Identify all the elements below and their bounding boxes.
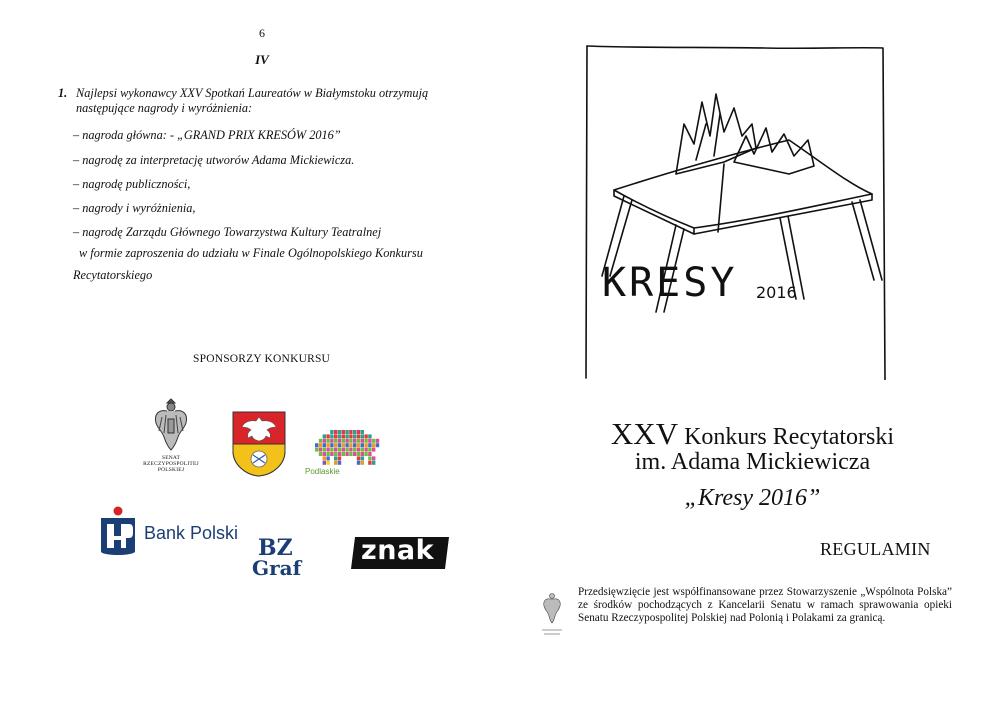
bzgraf-logo [250,534,318,578]
znak-logo [351,535,453,571]
bzgraf-text: BZ [258,535,293,561]
sponsors-heading: SPONSORZY KONKURSU [193,353,331,365]
funding-notice: Przedsięwzięcie jest współfinansowane przez Stowarzyszenie „Wspólnota Polska” ze środków pochodzących z Kancelarii Senatu w ramach sprawowania opieki Senatu Rzeczypospolitej Polskiej nad Polonią i Polakami za granicą. [578,586,952,625]
eagle-icon [140,395,202,453]
znak-text: znak [361,535,435,566]
intro-text: Najlepsi wykonawcy XXV Spotkań Laureatów w Białymstoku otrzymują następujące nagrody i wyróżnienia: [76,86,429,115]
eagle-icon [539,590,565,640]
prize-item: – nagrody i wyróżnienia, [73,201,196,215]
senat-caption-line: POLSKIEJ [157,467,185,473]
list-number: 1. [58,86,68,100]
senat-logo [140,395,202,477]
cover-illustration [584,44,894,380]
podlaskie-coat-of-arms [232,411,286,477]
bison-icon [305,428,387,468]
page-number: 6 [259,26,265,40]
prize-note: w formie zaproszenia do udziału w Finale Ogólnopolskiego Konkursu Recytatorskiego [73,246,423,282]
senat-small-logo [539,590,565,640]
senat-caption-line: SENAT [161,455,181,461]
cover-year-text: 2016 [756,283,797,302]
title-line-1 [586,416,919,452]
pko-bank-logo [96,506,239,558]
bzgraf-text: Graf [252,556,302,578]
prize-item: – nagrodę publiczności, [73,177,191,191]
title-line-2: im. Adama Mickiewicza [634,449,871,475]
section-heading: IV [255,52,269,67]
title-line-3: „Kresy 2016” [684,485,821,511]
podlaskie-label: Podlaskie [305,467,340,476]
pko-icon [96,506,140,558]
title-roman-numeral: XXV [610,416,679,451]
bank-name: Bank Polski [144,523,239,543]
cover-kresy-text: KRESY [602,260,738,306]
prize-item: – nagrodę za interpretację utworów Adama Mickiewicza. [73,153,355,167]
regulamin-heading: REGULAMIN [820,539,931,559]
title-main: Konkurs Recytatorski [678,424,895,450]
prize-item: – nagrodę Zarządu Głównego Towarzystwa Kultury Teatralnej [73,225,382,239]
prize-item: – nagroda główna: - „GRAND PRIX KRESÓW 2016” [73,128,341,142]
podlaskie-logo [305,428,387,478]
senat-caption-line: RZECZYPOSPOLITEJ [143,461,199,467]
